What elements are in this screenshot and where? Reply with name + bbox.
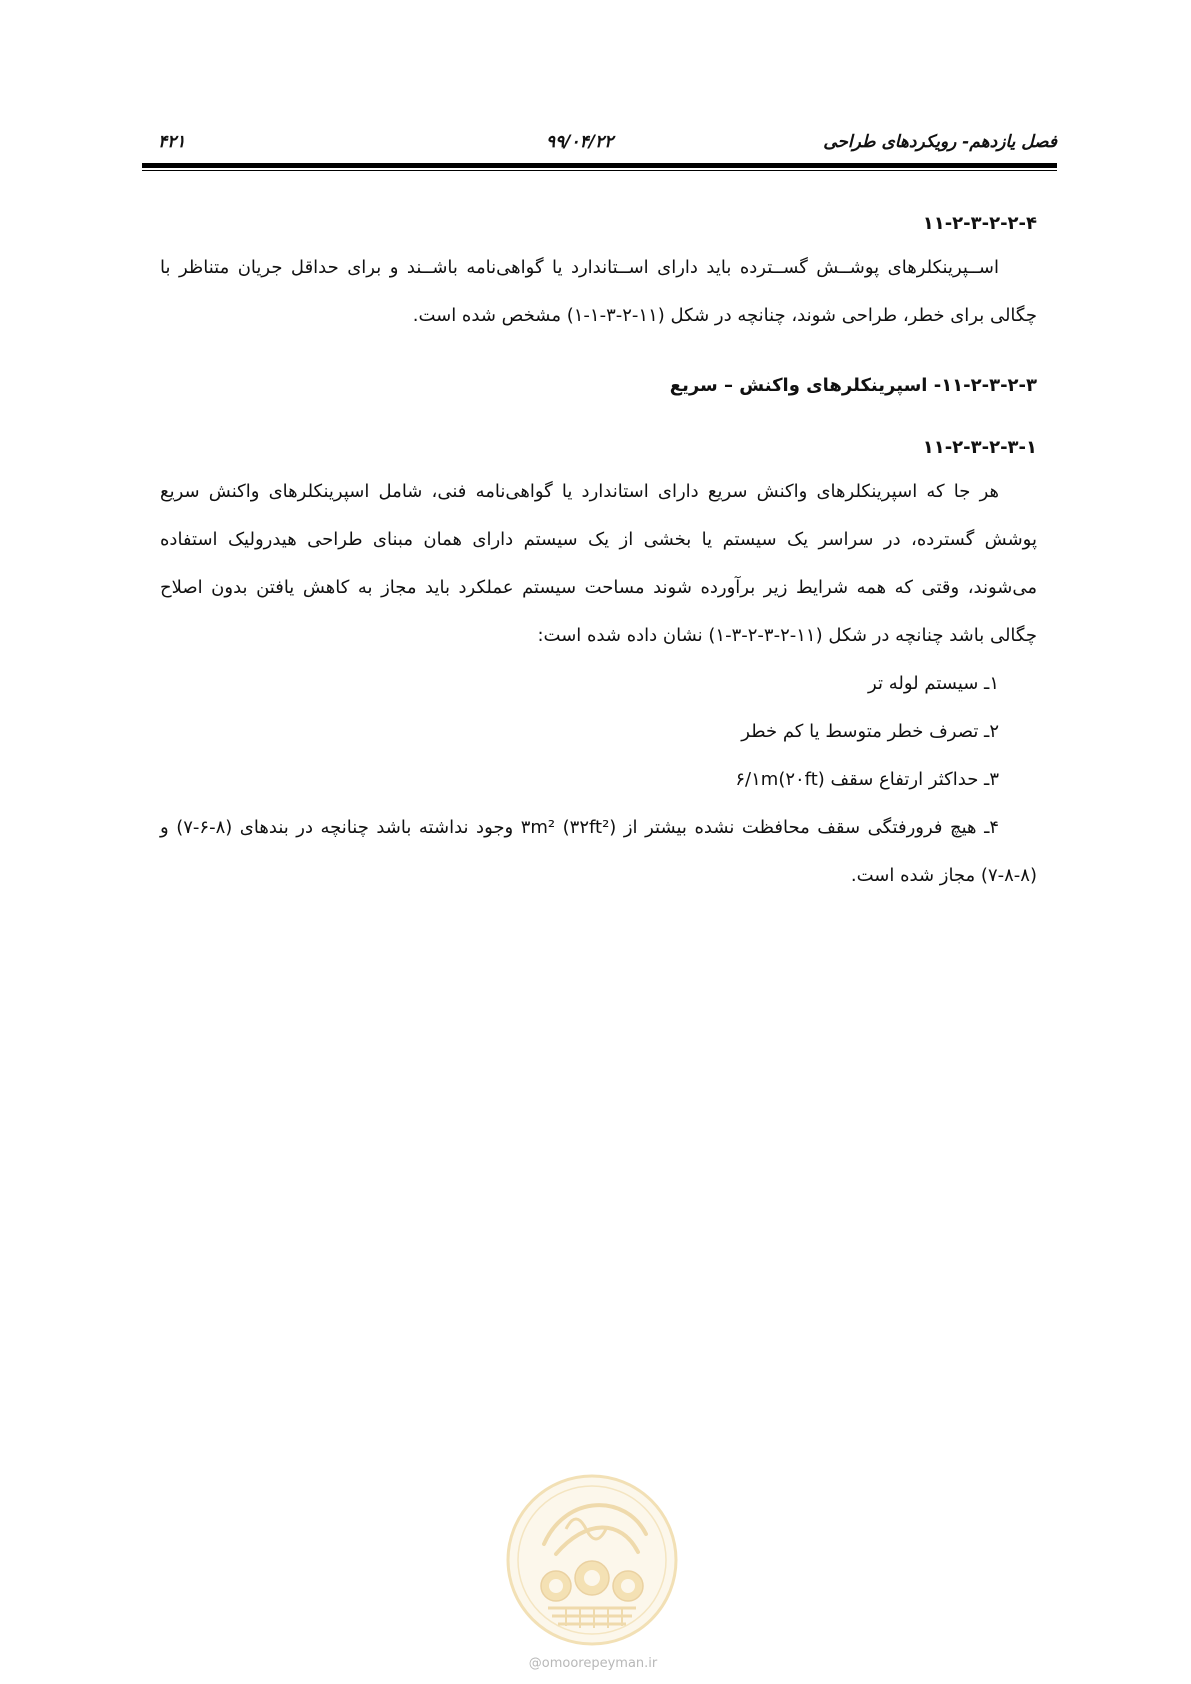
header-date: ۹۹/۰۴/۲۲ <box>546 132 614 152</box>
chapter-title: فصل یازدهم- رویکردهای طراحی <box>823 132 1057 152</box>
header-rule-thick <box>142 163 1057 168</box>
header-rule-thin <box>142 170 1057 171</box>
main-content <box>160 204 1037 900</box>
section-heading-s1: ۱۱-۲-۳-۲-۲-۴ <box>922 213 1037 234</box>
watermark-url: @omoorepeyman.ir <box>528 1656 658 1671</box>
list-item-2: ۲ـ تصرف خطر متوسط یا کم خطر <box>741 721 999 742</box>
list-item-4: ۴ـ هیچ فرورفتگی سقف محافظت نشده بیشتر از ۳m² (۳۲ft²) وجود نداشته باشد چنانچه در بندهای (۸-۶-۷) و (۸-۸-۷) مجاز شده است. <box>160 817 1037 886</box>
paragraph-s1: اســپرینکلرهای پوشــش گســترده باید دارای اســتاندارد یا گواهی‌نامه باشــند و برای حداقل جریان متناظر با چگالی برای خطر، طراحی شوند، چنانچه در شکل (۱۱-۲-۳-۱-۱) مشخص شده است. <box>160 257 1037 326</box>
section-heading-s3: ۱۱-۲-۳-۲-۳-۱ <box>922 437 1037 458</box>
section-heading-s2: ۱۱-۲-۳-۲-۳- اسپرینکلرهای واکنش – سریع <box>669 375 1037 396</box>
page-number: ۴۲۱ <box>158 132 186 152</box>
page-header <box>142 132 1057 154</box>
list-item-1: ۱ـ سیستم لوله تر <box>868 673 999 694</box>
paragraph-s3: هر جا که اسپرینکلرهای واکنش سریع دارای استاندارد یا گواهی‌نامه فنی، شامل اسپرینکلرهای واکنش سریع پوشش گسترده، در سراسر یک سیستم یا بخشی از یک سیستم دارای همان مبنای طراحی هیدرولیک استفاده می‌شوند، وقتی که همه شرایط زیر برآورده شوند مساحت سیستم عملکرد باید مجاز به کاهش یافتن بدون اصلاح چگالی باشد چنانچه در شکل (۱۱-۲-۳-۲-۳-۱) نشان داده شده است: <box>160 481 1037 646</box>
omoorepeyman-seal-icon <box>506 1474 678 1646</box>
list-item-3: ۳ـ حداکثر ارتفاع سقف ۶/۱m(۲۰ft) <box>735 769 999 790</box>
